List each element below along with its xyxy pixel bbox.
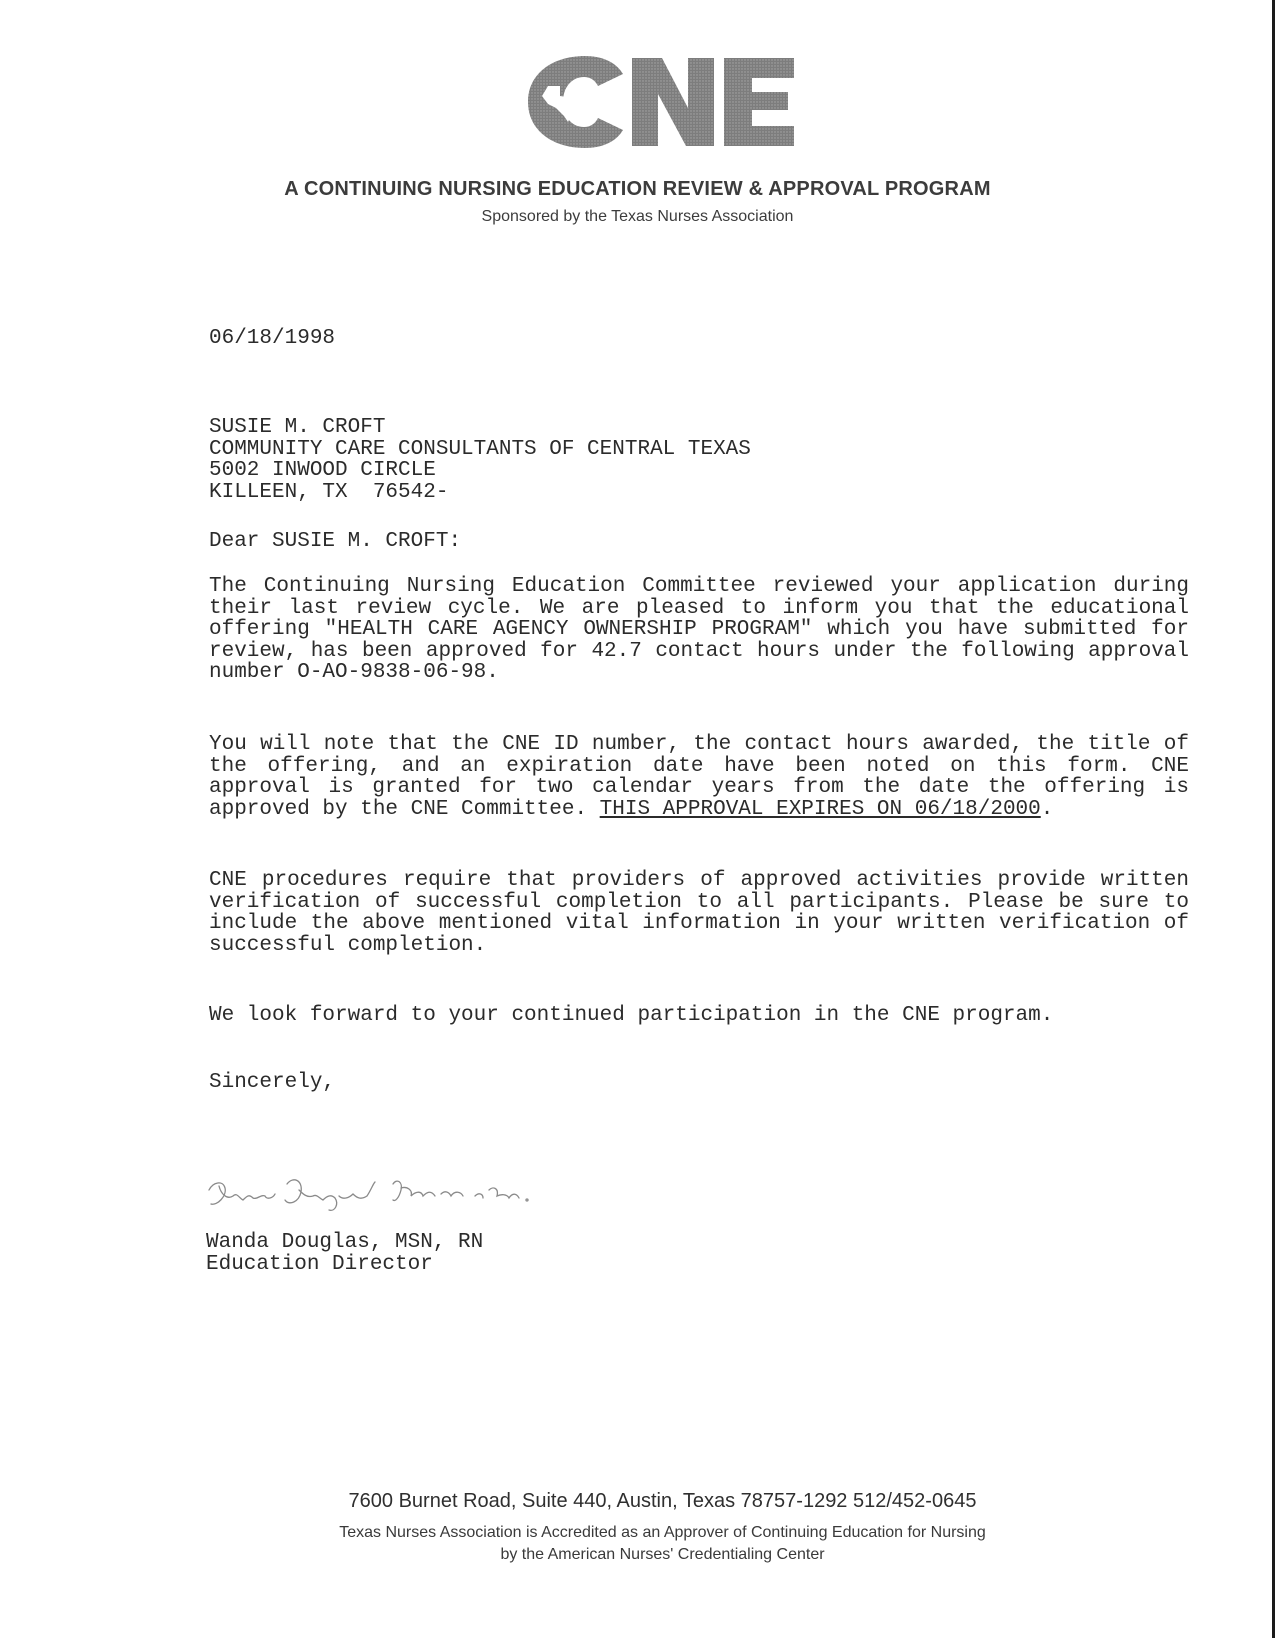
recipient-name: SUSIE M. CROFT — [209, 416, 386, 439]
program-title: A CONTINUING NURSING EDUCATION REVIEW & APPROVAL PROGRAM — [284, 178, 991, 200]
logo-letter-n — [632, 58, 714, 146]
paragraph-expiration-text: You will note that the CNE ID number, the contact hours awarded, the title of the offering, and an expiration date have been noted on this form. CNE approval is granted for two calendar years from the date the offering is approved by the CNE Committee. — [209, 733, 1189, 821]
footer-accreditation-2: by the American Nurses' Credentialing Center — [500, 1546, 825, 1563]
sponsor-line: Sponsored by the Texas Nurses Association — [481, 208, 794, 225]
footer-accreditation-1: Texas Nurses Association is Accredited as an Approver of Continuing Education for Nursing — [339, 1524, 986, 1541]
paragraph-expiration-end: . — [1040, 797, 1054, 821]
handwritten-signature — [203, 1160, 683, 1220]
paragraph-expiration — [209, 734, 1189, 820]
closing: Sincerely, — [209, 1071, 336, 1094]
paragraph-procedures: CNE procedures require that providers of approved activities provide written verification of successful completion to all participants. Please be sure to include the above mentioned vital information in your written verification of successful completion. — [209, 869, 1189, 957]
footer-address: 7600 Burnet Road, Suite 440, Austin, Texas 78757-1292 512/452-0645 — [348, 1490, 977, 1512]
paragraph-approval: The Continuing Nursing Education Committee reviewed your application during their last review cycle. We are pleased to inform you that the educational offering "HEALTH CARE AGENCY OWNERSHIP PROGRAM" which you have submitted for review, has been approved for 42.7 contact hours under the following approval number O-AO-9838-06-98. — [209, 575, 1189, 684]
cne-logo — [528, 56, 796, 148]
recipient-city: KILLEEN, TX 76542- — [209, 480, 449, 504]
recipient-address — [209, 417, 751, 503]
signer-title: Education Director — [206, 1252, 433, 1276]
logo-letter-e — [724, 58, 794, 146]
signer-name: Wanda Douglas, MSN, RN — [206, 1231, 484, 1254]
salutation: Dear SUSIE M. CROFT: — [209, 530, 462, 553]
signer-block — [206, 1232, 483, 1275]
letter-date: 06/18/1998 — [209, 327, 336, 350]
expiration-notice: THIS APPROVAL EXPIRES ON 06/18/2000 — [599, 797, 1041, 821]
recipient-organization: COMMUNITY CARE CONSULTANTS OF CENTRAL TEXAS — [209, 437, 751, 461]
paragraph-closing-remark: We look forward to your continued participation in the CNE program. — [209, 1004, 1054, 1027]
recipient-street: 5002 INWOOD CIRCLE — [209, 459, 436, 482]
